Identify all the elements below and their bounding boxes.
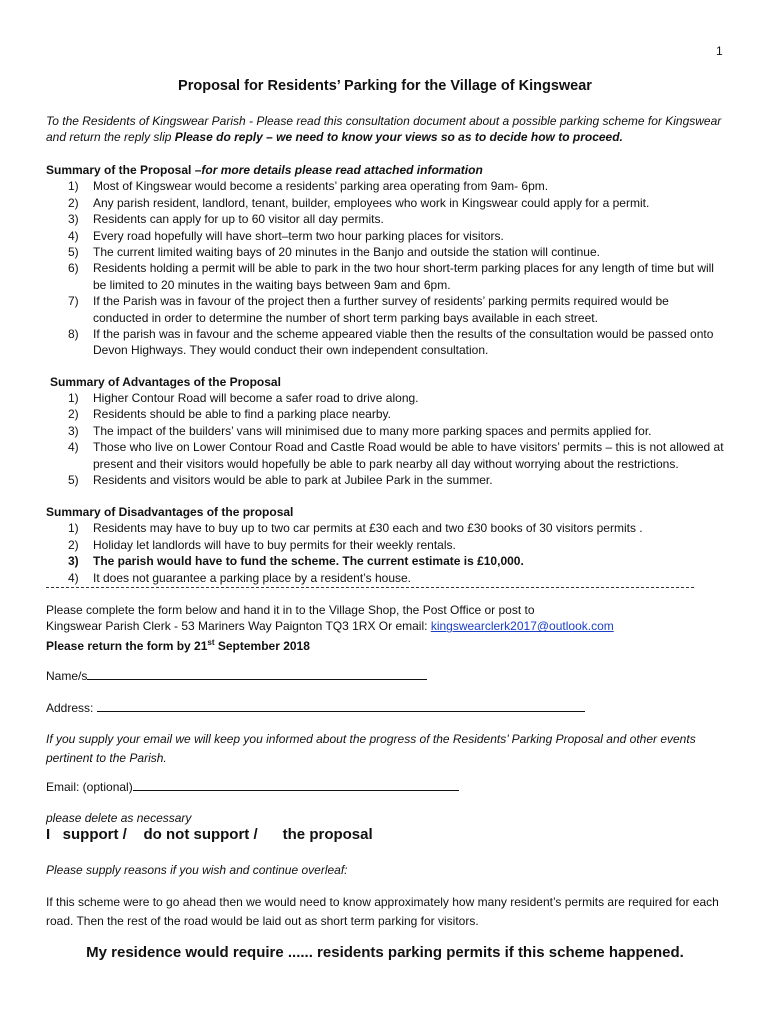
- list-item-number: 8): [68, 327, 79, 342]
- list-item-number: 3): [68, 423, 79, 438]
- address-label: Address:: [46, 701, 97, 715]
- list-item: [46, 553, 726, 569]
- list-item-text: Residents holding a permit will be able to park in the two hour short-term parking places for any length of time but will be limited to 20 minutes in the waiting bays between 9am and 6pm.: [93, 261, 714, 292]
- list-item-number: 4): [68, 570, 79, 585]
- list-item-number: 6): [68, 261, 79, 276]
- summary-list: [46, 178, 726, 358]
- address-field[interactable]: [97, 700, 585, 712]
- list-item-text: It does not guarantee a parking place by a resident’s house.: [93, 570, 411, 585]
- intro-emphasis: Please do reply – we need to know your views so as to decide how to proceed.: [174, 130, 623, 145]
- summary-heading: Summary of the Proposal –for more details please read attached information: [46, 163, 483, 177]
- summary-section: [46, 162, 726, 359]
- list-item: [46, 211, 726, 227]
- list-item-number: 4): [68, 440, 79, 455]
- address-field-row: [46, 700, 726, 716]
- list-item: [46, 406, 726, 422]
- list-item: [46, 178, 726, 194]
- list-item-number: 3): [68, 212, 79, 227]
- list-item-text: Higher Contour Road will become a safer road to drive along.: [93, 391, 419, 405]
- list-item: [46, 260, 726, 293]
- list-item-text: The parish would have to fund the scheme. The current estimate is £10,000.: [93, 554, 524, 569]
- list-item-number: 5): [68, 245, 79, 260]
- list-item-number: 2): [68, 195, 79, 210]
- advantages-heading: Summary of Advantages of the Proposal: [50, 375, 281, 389]
- list-item: [46, 244, 726, 260]
- list-item-number: 1): [68, 179, 79, 194]
- list-item-text: If the Parish was in favour of the project then a further survey of residents’ parking permits required would be conducted in order to determine the number of short term parking bays available in each street.: [93, 294, 669, 325]
- disadvantages-section: [46, 504, 726, 586]
- email-note: If you supply your email we will keep you informed about the progress of the Residents’ Parking Proposal and other events pertinent to the Parish.: [46, 732, 696, 765]
- permits-note: If this scheme were to go ahead then we would need to know approximately how many resident’s permits are required for each road. Then the rest of the road would be laid out as short term parking for visitors.: [46, 895, 719, 928]
- delete-note: please delete as necessary: [46, 811, 192, 825]
- list-item-text: The current limited waiting bays of 20 minutes in the Banjo and outside the station will continue.: [93, 245, 600, 260]
- list-item-text: Residents should be able to find a parking place nearby.: [93, 407, 391, 422]
- email-label: Email: (optional): [46, 780, 133, 794]
- list-item: [46, 423, 726, 439]
- list-item: [46, 570, 726, 586]
- list-item: [46, 520, 726, 536]
- list-item-text: If the parish was in favour and the scheme appeared viable then the results of the consultation would be passed onto Devon Highways. They would conduct their own independent consultation.: [93, 327, 714, 358]
- disadvantages-list: [46, 520, 726, 586]
- list-item-text: Holiday let landlords will have to buy permits for their weekly rentals.: [93, 537, 456, 552]
- disadvantages-heading: Summary of Disadvantages of the proposal: [46, 505, 294, 519]
- intro-text: To the Residents of Kingswear Parish - Please read this consultation document about a possible parking scheme for Kingswear and return the reply slip: [46, 114, 722, 145]
- name-field[interactable]: [87, 668, 427, 680]
- list-item: [46, 390, 726, 406]
- cut-line-divider: [46, 587, 694, 588]
- list-item-text: Most of Kingswear would become a residents’ parking area operating from 9am- 6pm.: [93, 179, 549, 194]
- list-item: [46, 228, 726, 244]
- list-item-number: 7): [68, 294, 79, 309]
- list-item: [46, 472, 726, 488]
- clerk-email-link[interactable]: kingswearclerk2017@outlook.com: [430, 619, 614, 634]
- email-field-row: [46, 779, 726, 795]
- reasons-note: Please supply reasons if you wish and continue overleaf:: [46, 863, 348, 877]
- list-item-text: Every road hopefully will have short–term two hour parking places for visitors.: [93, 228, 504, 243]
- list-item: [46, 537, 726, 553]
- list-item-text: Those who live on Lower Contour Road and Castle Road would be able to have visitors’ permits – this is not allowed at present and their visitors would hopefully be able to park nearby all day without worrying about the restrictions.: [93, 440, 724, 471]
- list-item-text: Residents may have to buy up to two car permits at £30 each and two £30 books of 30 visitors permits .: [93, 521, 643, 536]
- advantages-section: [50, 374, 730, 390]
- residence-permits-line: My residence would require ...... residents parking permits if this scheme happened.: [86, 944, 684, 961]
- list-item-number: 2): [68, 537, 79, 552]
- list-item: [46, 326, 726, 359]
- list-item-text: The impact of the builders’ vans will minimised due to many more parking spaces and permits applied for.: [93, 423, 652, 438]
- page-number: 1: [716, 44, 723, 58]
- list-item-number: 1): [68, 391, 79, 405]
- form-instructions-line1: Please complete the form below and hand it in to the Village Shop, the Post Office or post to: [46, 603, 535, 617]
- list-item: [46, 195, 726, 211]
- list-item-text: Residents and visitors would be able to park at Jubilee Park in the summer.: [93, 473, 493, 488]
- form-instructions-line2: Kingswear Parish Clerk - 53 Mariners Way Paignton TQ3 1RX Or email: kingswearclerk2017@outlook.com: [46, 619, 614, 634]
- list-item-number: 5): [68, 473, 79, 488]
- name-label: Name/s: [46, 669, 88, 683]
- advantages-list: [46, 390, 726, 488]
- list-item: [46, 293, 726, 326]
- document-title: Proposal for Residents’ Parking for the Village of Kingswear: [178, 78, 592, 94]
- support-choice[interactable]: I support / do not support / the proposal: [46, 826, 373, 843]
- list-item-number: 2): [68, 407, 79, 422]
- email-field[interactable]: [133, 779, 459, 791]
- form-instructions: [46, 602, 736, 654]
- list-item-text: Any parish resident, landlord, tenant, builder, employees who work in Kingswear could apply for a permit.: [93, 195, 650, 210]
- list-item-number: 3): [68, 554, 79, 569]
- list-item-number: 4): [68, 228, 79, 243]
- list-item-number: 1): [68, 521, 79, 536]
- advantages-list-wrap: [46, 390, 726, 488]
- intro-paragraph: [46, 113, 726, 146]
- list-item-text: Residents can apply for up to 60 visitor all day permits.: [93, 212, 384, 227]
- list-item: [46, 439, 726, 472]
- return-deadline: Please return the form by 21st September 2018: [46, 637, 310, 653]
- name-field-row: [46, 668, 726, 684]
